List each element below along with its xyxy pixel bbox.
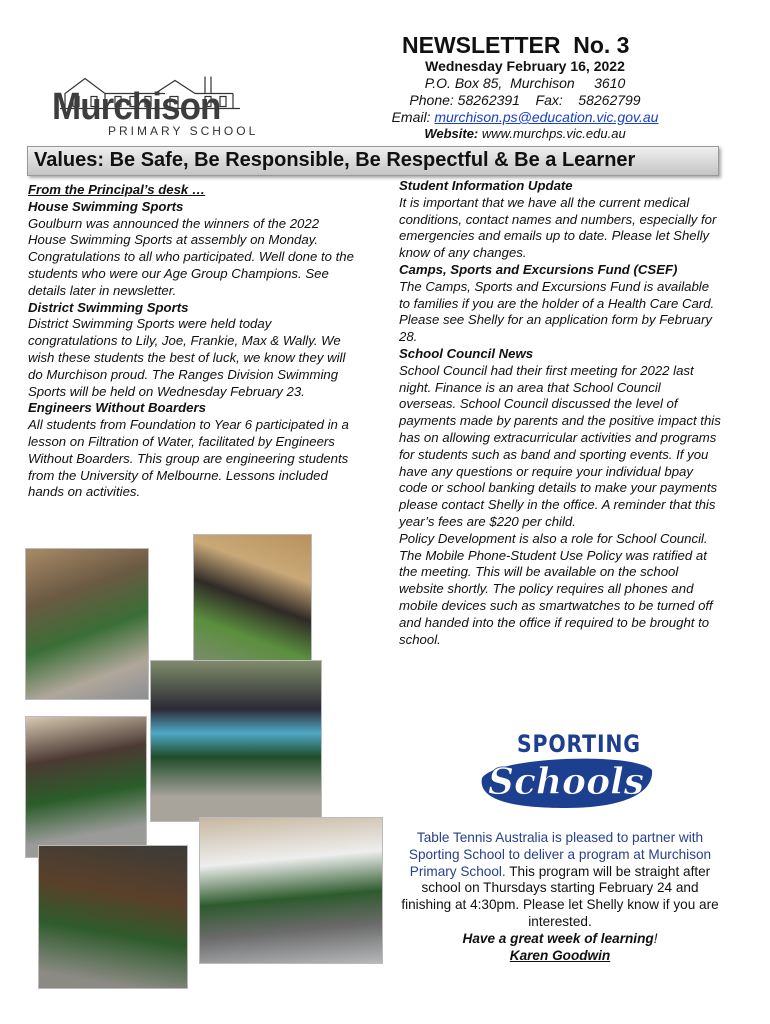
- table-tennis-paragraph: [401, 830, 719, 964]
- sporting-logo-bottom: Schools: [487, 761, 645, 803]
- website-line: [360, 126, 690, 141]
- school-name: Murchison: [52, 86, 221, 128]
- csef-heading: Camps, Sports and Excursions Fund (CSEF): [399, 261, 678, 277]
- photo-students-activity-4: [25, 716, 147, 858]
- house-swimming-heading: House Swimming Sports: [28, 198, 184, 214]
- principal-signature: Karen Goodwin: [509, 947, 611, 963]
- signoff-end: !: [653, 930, 658, 946]
- policy-text: Policy Development is also a role for School Council. The Mobile Phone-Student Use Policy was ratified at the meeting. This will be available on the school website shortly. The policy requires all phones and mobile devices such as smartwatches to be turned off and handed into the office if required to be brought to school.: [399, 530, 713, 647]
- po-box: P.O. Box 85, Murchison 3610: [424, 75, 626, 91]
- district-swimming-text: District Swimming Sports were held today congratulations to Lily, Joe, Frankie, Max & Wally. We wish these students the best of luck, we know they will do Murchison proud. The Ranges Division Swimming Sports will be held on Wednesday February 23.: [28, 316, 346, 399]
- email-line: [360, 109, 690, 125]
- newsletter-date: Wednesday February 16, 2022: [425, 58, 625, 74]
- engineers-heading: Engineers Without Boarders: [28, 400, 206, 416]
- email-label: Email:: [391, 109, 435, 125]
- right-column: [399, 178, 721, 648]
- photo-students-activity-6: [199, 817, 383, 964]
- website-link[interactable]: www.murchps.vic.edu.au: [481, 126, 626, 141]
- school-subtitle: PRIMARY SCHOOL: [108, 124, 259, 138]
- photo-students-activity-5: [38, 845, 188, 989]
- phone-fax: Phone: 58262391 Fax: 58262799: [409, 92, 641, 108]
- student-info-heading: Student Information Update: [399, 178, 573, 193]
- district-swimming-heading: District Swimming Sports: [28, 299, 189, 315]
- email-link[interactable]: murchison.ps@education.vic.gov.au: [434, 109, 659, 125]
- photo-students-activity-1: [25, 548, 149, 700]
- engineers-text: All students from Foundation to Year 6 participated in a lesson on Filtration of Water, facilitated by Engineers Without Boarders. This group are engineering students from the University of Melbourne. Lessons included hands on activities.: [28, 417, 349, 500]
- photo-students-activity-3: [150, 660, 322, 822]
- csef-text: The Camps, Sports and Excursions Fund is available to families if you are the holder of a Health Care Card. Please see Shelly for an application form by February 28.: [399, 278, 715, 345]
- student-info-text: It is important that we have all the current medical conditions, contact names and numbers, especially for emergencies and emails up to date. Please let Shelly know of any changes.: [399, 194, 717, 261]
- values-banner: [27, 146, 719, 176]
- house-swimming-text: Goulburn was announced the winners of the 2022 House Swimming Sports at assembly on Monday. Congratulations to all who participated. Well done to the students who were our Age Group Champions. See details later in newsletter.: [28, 215, 354, 298]
- table-tennis-partner-text: Table Tennis Australia is pleased to partner with Sporting School to deliver a program at Murchison Primary School.: [408, 830, 712, 879]
- council-text: School Council had their first meeting for 2022 last night. Finance is an area that School Council overseas. School Council discussed the level of payments made by parents and the positive impact this has on allowing extracurricular activities and programs for students such as band and sporting events. If you have any questions or require your individual bpay code or school banking details to make your payments please contact Shelly in the office. A reminder that this year’s fees are $220 per child.: [399, 362, 721, 529]
- signoff-text: Have a great week of learning: [462, 930, 654, 946]
- newsletter-title: NEWSLETTER No. 3: [402, 32, 630, 58]
- council-heading: School Council News: [399, 345, 534, 361]
- sporting-schools-logo: [476, 748, 656, 812]
- website-label: Website:: [424, 126, 482, 141]
- table-tennis-details: This program will be straight after school on Thursdays starting February 24 and finishing at 4:30pm. Please let Shelly know if you are interested.: [401, 863, 719, 929]
- values-text: Values: Be Safe, Be Responsible, Be Respectful & Be a Learner: [34, 149, 636, 171]
- sporting-logo-top: SPORTING: [517, 730, 641, 758]
- left-column: [28, 182, 358, 501]
- principal-heading: From the Principal’s desk …: [28, 182, 206, 197]
